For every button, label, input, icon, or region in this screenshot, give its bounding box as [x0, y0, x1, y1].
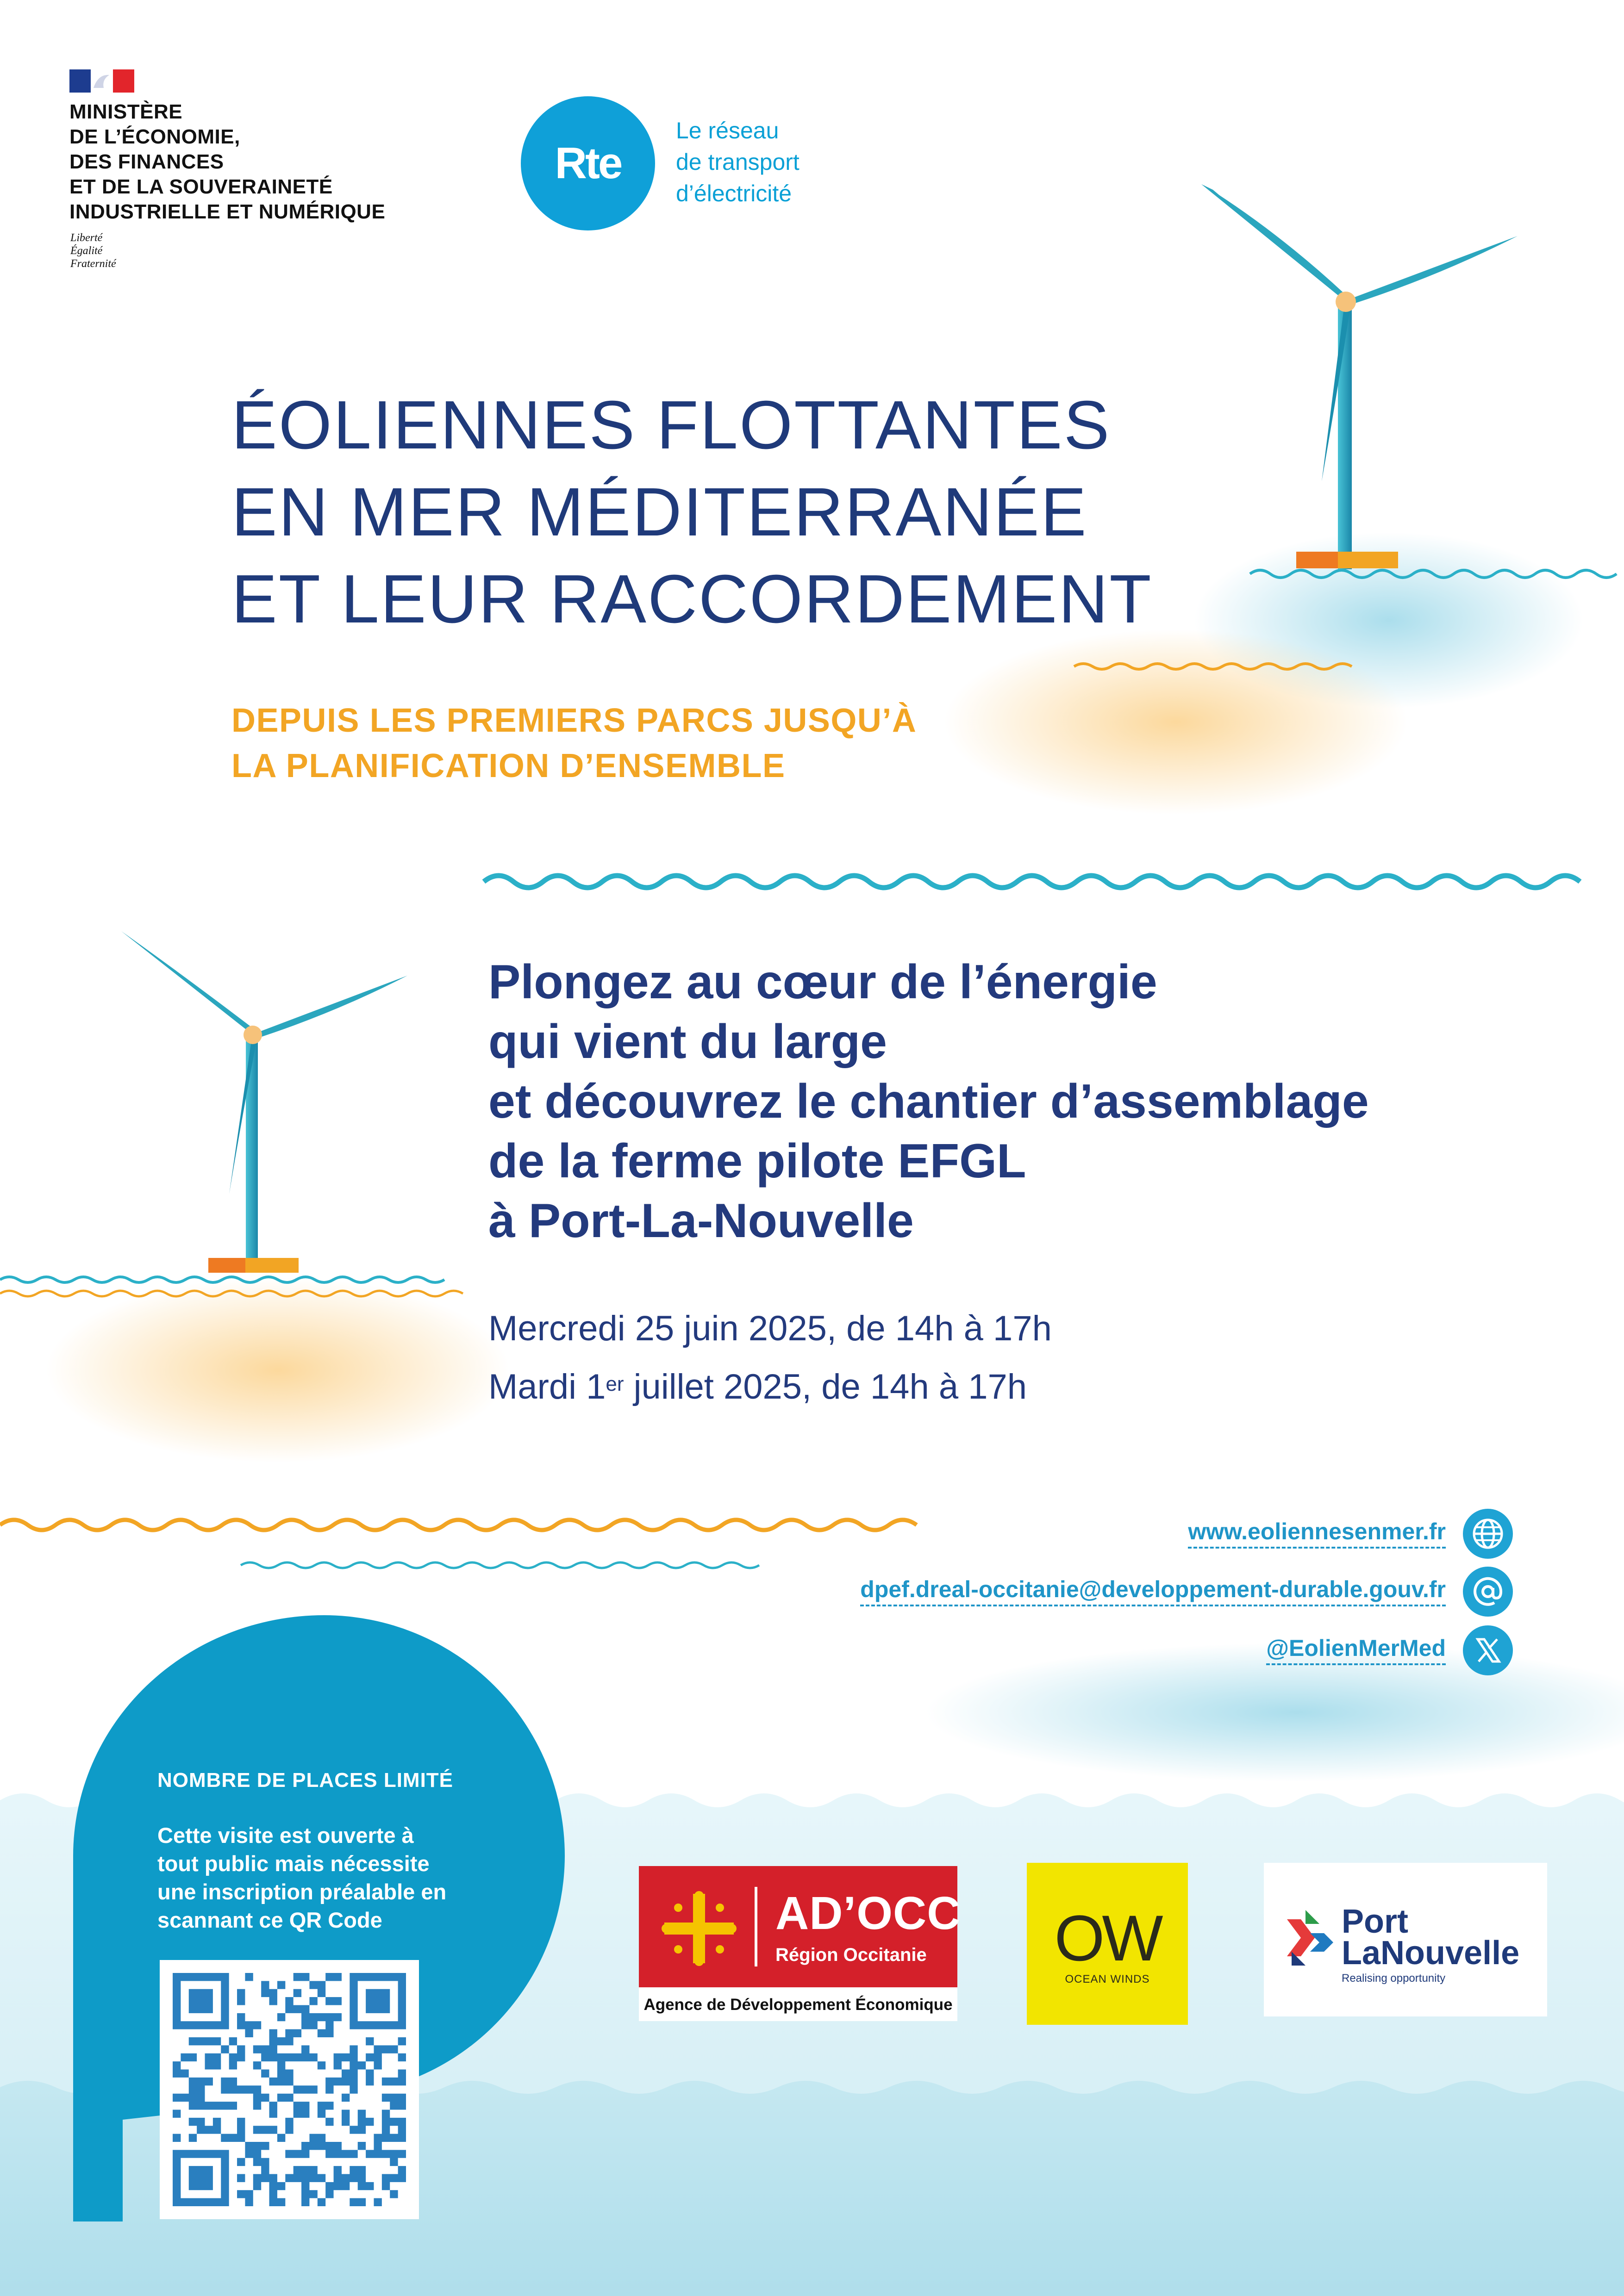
event-date-2-part: Mardi 1 — [488, 1367, 606, 1406]
port-name-line-1: Port — [1342, 1903, 1408, 1940]
adocc-region: Région Occitanie — [775, 1945, 927, 1965]
ministry-line: DES FINANCES — [69, 150, 224, 173]
ocean-winds-name: OCEAN WINDS — [1065, 1973, 1150, 1985]
registration-text-line: scannant ce QR Code — [157, 1908, 382, 1932]
wave-bottom-blue — [241, 1562, 759, 1568]
glow-left-orange — [46, 1277, 509, 1462]
french-republic-flag-icon — [69, 69, 134, 93]
adocc-logo-banner — [639, 1866, 961, 1987]
main-message-line: à Port-La-Nouvelle — [488, 1194, 914, 1248]
title-line: ÉOLIENNES FLOTTANTES — [231, 387, 1111, 463]
registration-text — [157, 1821, 446, 1934]
rte-tagline-line: Le réseau — [676, 118, 779, 143]
adocc-logo — [639, 1866, 961, 2021]
wave-divider-blue — [484, 876, 1580, 888]
title-line: EN MER MÉDITERRANÉE — [231, 474, 1088, 550]
republic-motto — [70, 231, 116, 270]
x-social-icon[interactable] — [1463, 1625, 1513, 1675]
occitan-cross-icon — [660, 1889, 738, 1968]
ministry-line: MINISTÈRE — [69, 100, 183, 123]
rte-tagline-line: de transport — [676, 149, 800, 175]
port-name-line-2: LaNouvelle — [1342, 1935, 1520, 1972]
wave-bottom-orange — [0, 1520, 917, 1530]
main-message-line: Plongez au cœur de l’énergie — [488, 955, 1157, 1009]
ministry-name — [69, 100, 385, 224]
adocc-name: AD’OCC — [775, 1887, 961, 1939]
main-message-line: qui vient du large — [488, 1015, 887, 1069]
glow-top-orange — [944, 629, 1407, 815]
at-sign-icon[interactable] — [1463, 1567, 1513, 1617]
motto-line: Fraternité — [70, 258, 116, 270]
rte-tagline — [676, 115, 800, 209]
port-chevrons-icon — [1278, 1905, 1343, 1970]
port-la-nouvelle-logo — [1264, 1863, 1547, 2016]
social-handle-link[interactable]: @EolienMerMed — [1266, 1635, 1446, 1665]
registration-text-line: Cette visite est ouverte à — [157, 1823, 414, 1848]
registration-heading: NOMBRE DE PLACES LIMITÉ — [157, 1769, 454, 1792]
subtitle-line: DEPUIS LES PREMIERS PARCS JUSQU’À — [231, 702, 917, 739]
event-dates — [488, 1300, 1052, 1416]
title-line: ET LEUR RACCORDEMENT — [231, 561, 1153, 637]
wind-turbine-left — [121, 931, 407, 1273]
ocean-winds-mark: OW — [1054, 1902, 1161, 1974]
main-message-line: et découvrez le chantier d’assemblage — [488, 1075, 1369, 1128]
registration-qr-code[interactable] — [160, 1960, 419, 2219]
main-message — [488, 952, 1369, 1251]
ministry-line: DE L’ÉCONOMIE, — [69, 125, 240, 148]
qr-code-pattern — [160, 1960, 419, 2219]
port-tagline: Realising opportunity — [1342, 1972, 1446, 1985]
rte-logo — [521, 96, 655, 230]
motto-line: Égalité — [70, 245, 103, 257]
website-link[interactable]: www.eoliennesenmer.fr — [1188, 1518, 1446, 1549]
rte-tagline-line: d’électricité — [676, 180, 792, 206]
event-date-1: Mercredi 25 juin 2025, de 14h à 17h — [488, 1309, 1052, 1348]
event-date-2 — [488, 1358, 1052, 1416]
adocc-agency-label: Agence de Développement Économique — [643, 1996, 953, 2014]
page-title — [231, 382, 1153, 643]
email-link[interactable]: dpef.dreal-occitanie@developpement-durable.gouv.fr — [860, 1576, 1446, 1606]
ministry-line: INDUSTRIELLE ET NUMÉRIQUE — [69, 200, 386, 223]
ocean-winds-logo — [1027, 1863, 1188, 2025]
motto-line: Liberté — [70, 232, 103, 244]
main-message-line: de la ferme pilote EFGL — [488, 1134, 1026, 1188]
subtitle-line: LA PLANIFICATION D’ENSEMBLE — [231, 747, 786, 784]
page-subtitle — [231, 698, 917, 789]
registration-text-line: une inscription préalable en — [157, 1879, 447, 1904]
registration-text-line: tout public mais nécessite — [157, 1851, 430, 1876]
wind-turbine-top — [1201, 184, 1518, 569]
globe-icon[interactable] — [1463, 1509, 1513, 1559]
event-date-2-rest: juillet 2025, de 14h à 17h — [624, 1367, 1027, 1406]
ministry-line: ET DE LA SOUVERAINETÉ — [69, 175, 333, 198]
event-date-2-ordinal: er — [606, 1373, 624, 1395]
rte-logo-text: Rte — [555, 138, 621, 188]
adocc-divider — [755, 1887, 757, 1966]
